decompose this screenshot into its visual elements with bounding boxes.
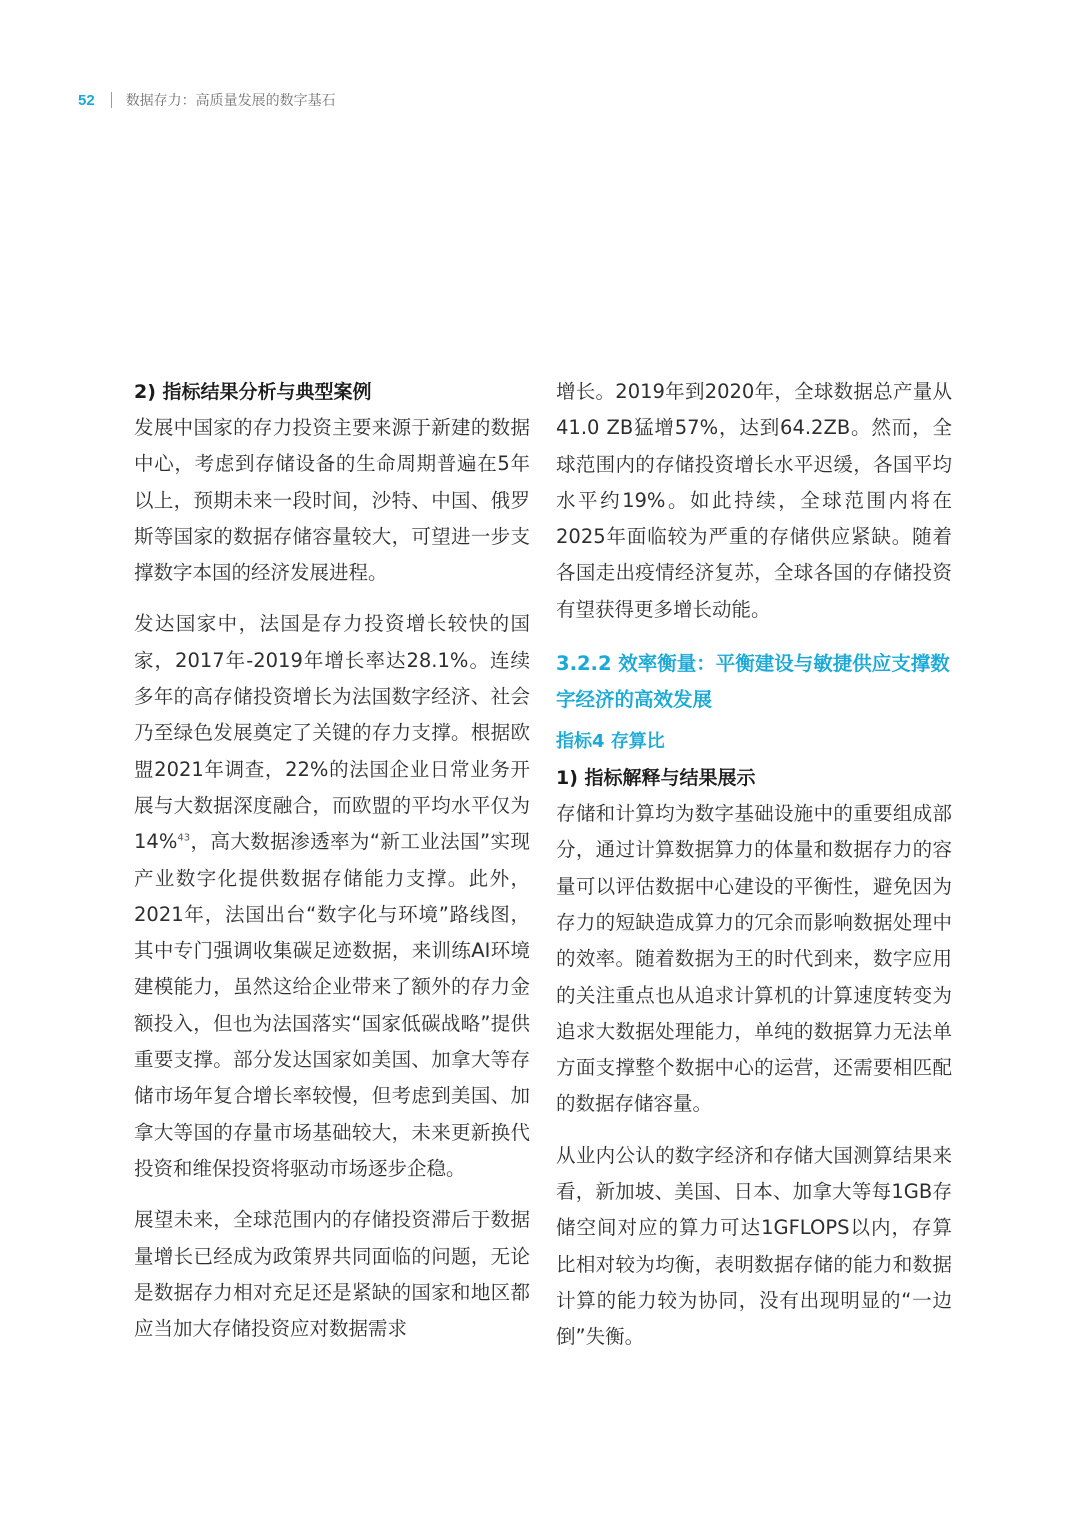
document-title: 数据存力：高质量发展的数字基石 <box>125 93 336 109</box>
france-text: 发达国家中，法国是存力投资增长较快的国家，2017年-2019年增长率达28.1%。连续多年的高存储投资增长为法国数字经济、社会乃至绿色发展奠定了关键的存力支撑。根据欧盟2021年调查，22%的法国企业日常业务开展与大数据深度融合，而欧盟的平均水平仅为14% <box>134 612 530 854</box>
global-growth-paragraph: 增长。2019年到2020年，全球数据总产量从41.0 ZB猛增57%，达到64.2ZB。然而，全球范围内的存储投资增长水平迟缓，各国平均水平约19%。如此持续，全球范围内将在2025年面临较为严重的存储供应紧缺。随着各国走出疫情经济复苏，全球各国的存储投资有望获得更多增长动能。 <box>556 380 952 621</box>
footnote-ref: 43 <box>177 832 191 844</box>
developing-countries-paragraph: 发展中国家的存力投资主要来源于新建的数据中心，考虑到存储设备的生命周期普遍在5年以上，预期未来一段时间，沙特、中国、俄罗斯等国家的数据存储容量较大，可望进一步支撑数字本国的经济发展进程。 <box>134 416 530 585</box>
explanation-heading: 1) 指标解释与结果展示 <box>556 767 756 790</box>
storage-compute-paragraph: 存储和计算均为数字基础设施中的重要组成部分，通过计算数据算力的体量和数据存力的容量可以评估数据中心建设的平衡性，避免因为存力的短缺造成算力的冗余而影响数据处理中的效率。随着数据为王的时代到来，数字应用的关注重点也从追求计算机的计算速度转变为追求大数据处理能力，单纯的数据算力无法单方面支撑整个数据中心的运营，还需要相匹配的数据存储容量。 <box>556 802 952 1116</box>
section-heading: 3.2.2 效率衡量：平衡建设与敏捷供应支撑数字经济的高效发展 <box>556 652 950 712</box>
left-column <box>134 374 530 1347</box>
indicator-heading: 指标4 存算比 <box>556 731 665 753</box>
page-number: 52 <box>78 91 95 109</box>
right-column <box>556 374 952 1356</box>
france-text-cont: ，高大数据渗透率为“新工业法国”实现产业数字化提供数据存储能力支撑。此外，2021年，法国出台“数字化与环境”路线图，其中专门强调收集碳足迹数据，来训练AI环境建模能力，虽然这给企业带来了额外的存力金额投入，但也为法国落实“国家低碳战略”提供重要支撑。部分发达国家如美国、加拿大等存储市场年复合增长率较慢，但考虑到美国、加拿大等国的存量市场基础较大，未来更新换代投资和维保投资将驱动市场逐步企稳。 <box>134 830 530 1180</box>
outlook-paragraph: 展望未来，全球范围内的存储投资滞后于数据量增长已经成为政策界共同面临的问题，无论是数据存力相对充足还是紧缺的国家和地区都应当加大存储投资应对数据需求 <box>134 1208 530 1341</box>
header-divider <box>111 92 112 108</box>
page-header <box>78 88 336 112</box>
analysis-heading: 2) 指标结果分析与典型案例 <box>134 381 372 403</box>
balance-paragraph: 从业内公认的数字经济和存储大国测算结果来看，新加坡、美国、日本、加拿大等每1GB存储空间对应的算力可达1GFLOPS以内，存算比相对较为均衡，表明数据存储的能力和数据计算的能力较为协同，没有出现明显的“一边倒”失衡。 <box>556 1143 952 1349</box>
developed-countries-paragraph <box>134 606 530 1187</box>
